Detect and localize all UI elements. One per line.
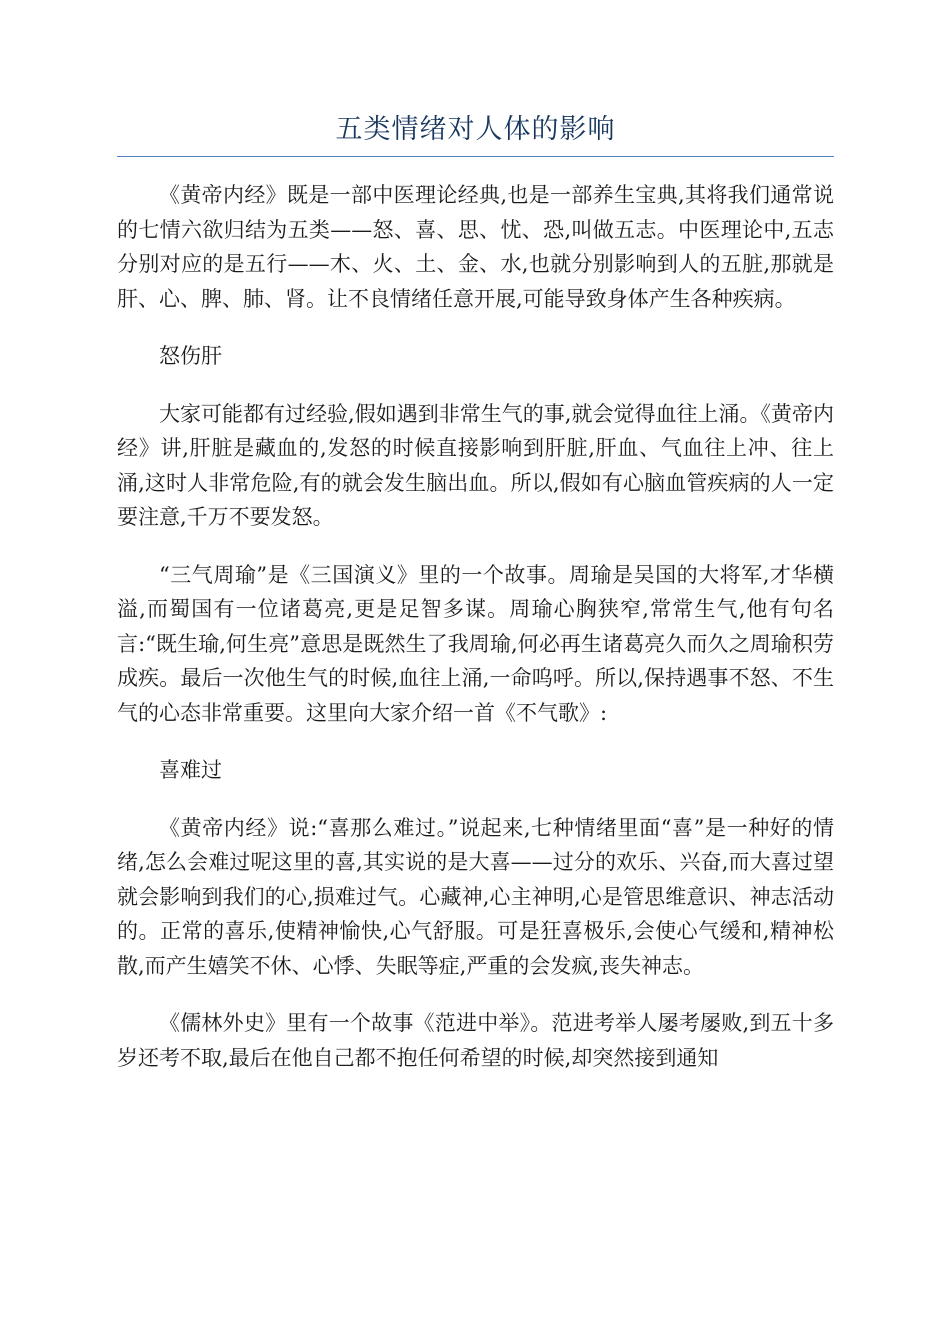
paragraph-fanjin-story: 《儒林外史》里有一个故事《范进中举》。范进考举人屡考屡败,到五十多岁还考不取,最后在他自己都不抱任何希望的时候,却突然接到通知 [117,1011,834,1070]
section-heading-anger: 怒伤肝 [159,344,222,368]
title-block [117,112,834,157]
section-heading-joy: 喜难过 [159,758,222,782]
paragraph-zhouyu-story: “三气周瑜”是《三国演义》里的一个故事。周瑜是吴国的大将军,才华横溢,而蜀国有一位诸葛亮,更是足智多谋。周瑜心胸狭窄,常常生气,他有句名言:“既生瑜,何生亮”意思是既然生了我周瑜,何必再生诸葛亮久而久之周瑜积劳成疾。最后一次他生气的时候,血往上涌,一命呜呼。所以,保持遇事不怒、不生气的心态非常重要。这里向大家介绍一首《不气歌》: [117,562,834,725]
document-body [117,178,834,1098]
paragraph-joy-heart: 《黄帝内经》说:“喜那么难过。”说起来,七种情绪里面“喜”是一种好的情绪,怎么会难过呢这里的喜,其实说的是大喜——过分的欢乐、兴奋,而大喜过望就会影响到我们的心,损难过气。心藏神,心主神明,心是管思维意识、神志活动的。正常的喜乐,使精神愉快,心气舒服。可是狂喜极乐,会使心气缓和,精神松散,而产生嬉笑不休、心悸、失眠等症,严重的会发疯,丧失神志。 [117,815,834,978]
paragraph-intro: 《黄帝内经》既是一部中医理论经典,也是一部养生宝典,其将我们通常说的七情六欲归结为五类——怒、喜、思、忧、恐,叫做五志。中医理论中,五志分别对应的是五行——木、火、土、金、水,也就分别影响到人的五脏,那就是肝、心、脾、肺、肾。让不良情绪任意开展,可能导致身体产生各种疾病。 [117,183,834,311]
document-title: 五类情绪对人体的影响 [335,114,616,145]
paragraph-anger-liver: 大家可能都有过经验,假如遇到非常生气的事,就会觉得血往上涌。《黄帝内经》讲,肝脏是藏血的,发怒的时候直接影响到肝脏,肝血、气血往上冲、往上涌,这时人非常危险,有的就会发生脑出血。所以,假如有心脑血管疾病的人一定要注意,千万不要发怒。 [117,401,834,529]
